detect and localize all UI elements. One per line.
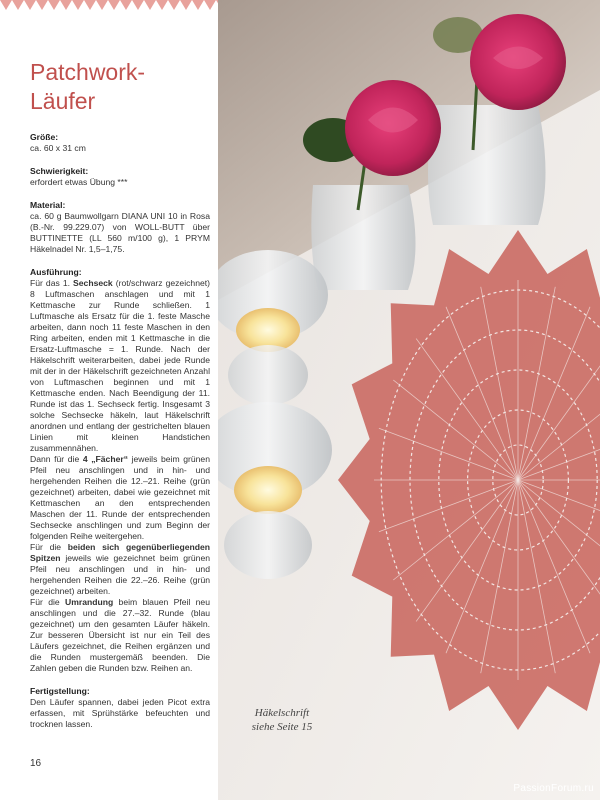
p3-text-a: Für die [30, 542, 68, 552]
instructions-paragraph-1 [30, 278, 210, 454]
text-column [30, 58, 210, 742]
finishing-body: Den Läufer spannen, dabei jeden Picot extra erfassen, mit Sprühstärke befeuchten und trocknen lassen. [30, 697, 210, 729]
caption-line-1: Häkelschrift [254, 707, 310, 719]
finishing-heading: Fertigstellung: [30, 686, 90, 696]
p3-bold: beiden sich gegenüberliegenden Spitzen [30, 542, 210, 563]
material-body: ca. 60 g Baumwollgarn DIANA UNI 10 in Rosa (B.-Nr. 99.229.07) von WOLL-BUTT über BUTTINETTE (LL 560 m/100 g), 1 PRYM Häkelnadel Nr. 1,5–1,75. [30, 211, 210, 254]
page-title [30, 58, 210, 116]
material-heading: Material: [30, 200, 66, 210]
p1-text-a: Für das 1. [30, 278, 74, 288]
difficulty-heading: Schwierigkeit: [30, 166, 89, 176]
section-finishing [30, 686, 210, 730]
instructions-paragraph-2 [30, 454, 210, 542]
photo-illustration [218, 0, 600, 800]
p2-text-c: jeweils beim grünen Pfeil neu anschlingen und in hin- und hergehenden Reihen die 12.–21. Reihe (grün gezeichnet) arbeiten, dabei wie gezeichnet mit Kettmaschen an den entsprechenden Maschen der 11. Runde der entsprechenden Sechsecke anschlingen und zum Beginn der folgenden Reihe weitergehen. [30, 454, 210, 541]
size-body: ca. 60 x 31 cm [30, 143, 86, 153]
page-number: 16 [30, 758, 42, 769]
p4-bold: Umrandung [65, 597, 114, 607]
p2-text-a: Dann für die [30, 454, 83, 464]
difficulty-body: erfordert etwas Übung *** [30, 177, 128, 187]
p1-text-c: (rot/schwarz gezeichnet) 8 Luftmaschen anschlagen und mit 1 Kettmasche zur Runde schließen. 1 Luftmasche als Ersatz für die 1. feste Masche arbeiten, dann noch 11 feste Maschen in den Ring arbeiten, enden mit 1 Kettmasche in die Ersatz-Luftmasche = 1. Runde. Nach der Häkelschrift weiterarbeiten, dabei jede Runde mit der in der Häkelschrift gezeichneten Anzahl von Luftmaschen beginnen und mit 1 Kettmasche enden. Nach Beendigung der 11. Runde ist das 1. Sechseck fertig. Insgesamt 3 solche Sechsecke häkeln, laut Häkelschrift anordnen und entlang der gestrichelten blauen Linien mit kleinen Handstichen zusammennähen. [30, 278, 211, 453]
section-material [30, 200, 210, 255]
instructions-paragraph-3 [30, 542, 210, 597]
watermark: PassionForum.ru [513, 783, 594, 794]
p4-text-c: beim blauen Pfeil neu anschlingen und die 27.–32. Runde (blau gezeichnet) um den gesamten Läufer häkeln. Zur besseren Übersicht ist nur ein Teil des Läufers gezeichnet, die Reihen ergänzen und die Runden mustergemäß beenden. Die Zahlen geben die Runden bzw. Reihen an. [30, 597, 210, 673]
chart-reference-caption [227, 706, 337, 734]
product-photo [218, 0, 600, 800]
p2-bold: 4 „Fächer“ [82, 454, 128, 464]
section-size [30, 132, 210, 154]
p1-bold: Sechseck [73, 278, 113, 288]
caption-line-2: siehe Seite 15 [251, 721, 313, 733]
p3-text-c: jeweils wie gezeichnet beim grünen Pfeil neu anschlingen und in hin- und hergehenden Reihen die 22.–26. Reihe (grün gezeichnet) arbeiten. [30, 553, 210, 596]
instructions-heading: Ausführung: [30, 267, 82, 277]
p4-text-a: Für die [30, 597, 65, 607]
section-instructions [30, 267, 210, 674]
title-text: Patchwork-Läufer [30, 59, 146, 114]
size-heading: Größe: [30, 132, 59, 142]
instructions-paragraph-4 [30, 597, 210, 674]
section-difficulty [30, 166, 210, 188]
